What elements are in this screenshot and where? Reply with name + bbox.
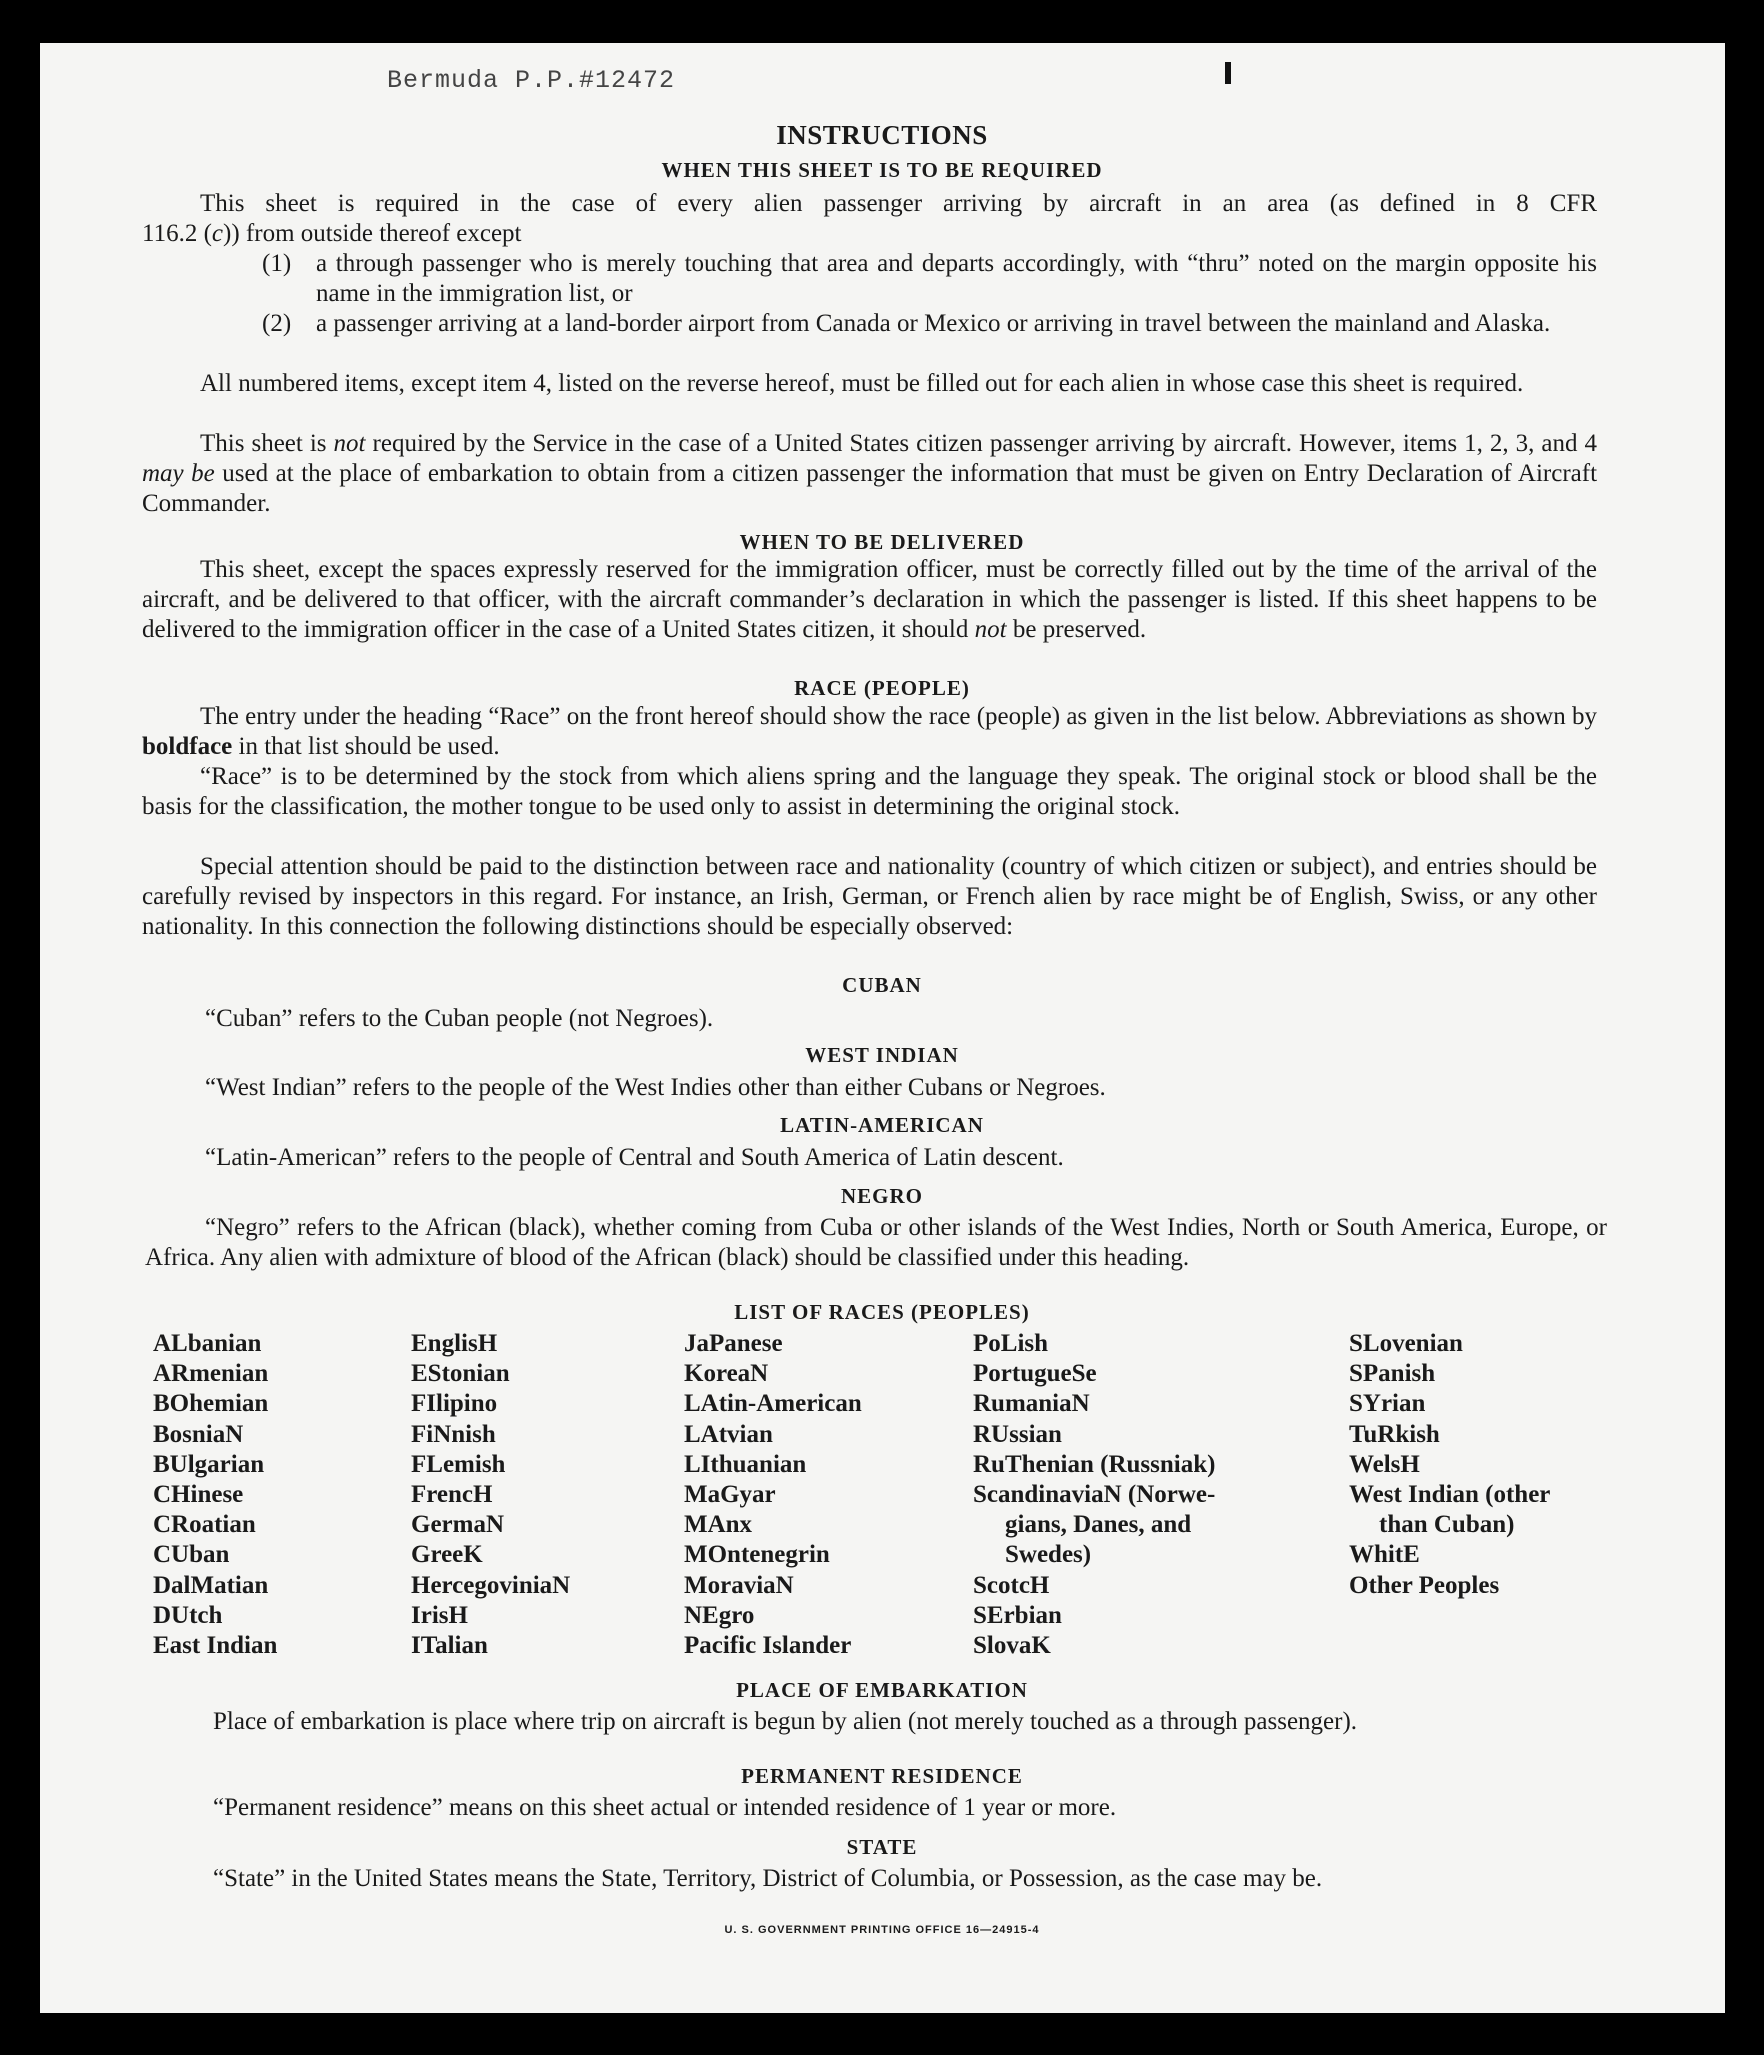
race-item: Other Peoples bbox=[1349, 1571, 1500, 1599]
paragraph-residence: “Permanent residence” means on this sheet actual or intended residence of 1 year or more. bbox=[213, 1794, 1117, 1821]
line bbox=[142, 219, 1597, 249]
paragraph-embarkation: Place of embarkation is place where trip on aircraft is begun by alien (not merely touched as a through passenger). bbox=[213, 1708, 1358, 1735]
race-item: SlovaK bbox=[973, 1631, 1051, 1659]
race-item: RUssian bbox=[973, 1420, 1062, 1448]
paragraph-cuban: “Cuban” refers to the Cuban people (not Negroes). bbox=[205, 1005, 714, 1032]
race-item: PortugueSe bbox=[973, 1360, 1097, 1388]
race-item: LAtvian bbox=[684, 1420, 773, 1448]
title: INSTRUCTIONS bbox=[776, 120, 988, 150]
race-item: IrisH bbox=[411, 1601, 468, 1629]
text: This sheet is bbox=[200, 430, 334, 457]
text: The entry under the heading “Race” on the front hereof should show the race (people) as given in the list below. Abbreviations as shown by bbox=[200, 703, 1597, 730]
reference-stamp: Bermuda P.P.#12472 bbox=[387, 66, 676, 95]
heading-cuban: CUBAN bbox=[842, 973, 922, 997]
race-item: East Indian bbox=[153, 1631, 278, 1659]
race-item: FiNnish bbox=[411, 1420, 496, 1448]
race-column-2 bbox=[411, 1329, 570, 1661]
paragraph-latin-american: “Latin-American” refers to the people of Central and South America of Latin descent. bbox=[205, 1144, 1064, 1171]
line: This sheet is required in the case of every alien passenger arriving by aircraft in an area (as defined in 8 CFR bbox=[200, 190, 1597, 217]
race-column-1 bbox=[153, 1329, 277, 1661]
race-item: PoLish bbox=[973, 1330, 1049, 1357]
race-item: ALbanian bbox=[153, 1330, 262, 1357]
text: This sheet, except the spaces expressly reserved for the immigration officer, must be correctly filled out by the time of the arrival of the aircraft, and be delivered to that officer, with the aircraft commander’s declaration in which the passenger is listed. If this sheet happens to be delivered to the immigration officer in the case of a United States citizen, it should bbox=[142, 556, 1597, 643]
paragraph-state: “State” in the United States means the State, Territory, District of Columbia, or Possession, as the case may be. bbox=[213, 1865, 1323, 1892]
text-bold: boldface bbox=[142, 733, 233, 760]
paragraph-negro: “Negro” refers to the African (black), whether coming from Cuba or other islands of the West Indies, North or South America, Europe, or Africa. Any alien with admixture of blood of the African (black) should be classified under this heading. bbox=[145, 1214, 1607, 1271]
race-item: ScandinaviaN (Norwe- bbox=[973, 1480, 1216, 1508]
race-item: BUlgarian bbox=[153, 1450, 265, 1478]
paragraph-race-3: Special attention should be paid to the distinction between race and nationality (country of which citizen or subject), and entries should be carefully revised by inspectors in this regard. For instance, an Irish, German, or French alien by race might be of English, Swiss, or any other nationality. In this connection the following distinctions should be especially observed: bbox=[142, 853, 1597, 940]
race-item: DalMatian bbox=[153, 1571, 269, 1599]
race-item: WhitE bbox=[1349, 1541, 1420, 1569]
race-item: CUban bbox=[153, 1541, 230, 1569]
heading-place-of-embarkation: PLACE OF EMBARKATION bbox=[736, 1678, 1028, 1702]
race-item: MOntenegrin bbox=[684, 1541, 830, 1569]
ink-mark bbox=[1225, 62, 1231, 84]
race-item: LIthuanian bbox=[684, 1450, 807, 1478]
text-italic: not bbox=[974, 616, 1007, 643]
text: be preserved. bbox=[1006, 616, 1147, 643]
item-number: (1) bbox=[262, 250, 292, 277]
race-item: MAnx bbox=[684, 1511, 753, 1539]
race-item: RumaniaN bbox=[973, 1390, 1090, 1418]
printer-imprint: U. S. GOVERNMENT PRINTING OFFICE 16—24915-4 bbox=[724, 1924, 1040, 1936]
line-text: )) from outside thereof except bbox=[223, 220, 522, 247]
race-item: KoreaN bbox=[684, 1360, 769, 1388]
list-item: a through passenger who is merely touching that area and departs accordingly, with “thru” noted on the margin opposite his name in the immigration list, or bbox=[316, 250, 1597, 307]
text: required by the Service in the case of a United States citizen passenger arriving by aircraft. However, items 1, 2, 3, and 4 bbox=[365, 430, 1597, 457]
race-item: SPanish bbox=[1349, 1360, 1436, 1388]
text-italic: may be bbox=[142, 460, 215, 487]
race-item: BosniaN bbox=[153, 1420, 244, 1448]
race-item: RuThenian (Russniak) bbox=[973, 1450, 1216, 1478]
race-column-3 bbox=[684, 1329, 862, 1661]
race-item: NEgro bbox=[684, 1601, 755, 1629]
item-number: (2) bbox=[262, 310, 292, 337]
race-item: ARmenian bbox=[153, 1360, 269, 1388]
race-item: CHinese bbox=[153, 1480, 244, 1508]
heading-west-indian: WEST INDIAN bbox=[805, 1043, 959, 1067]
paragraph-race-2: “Race” is to be determined by the stock from which aliens spring and the language they speak. The original stock or blood shall be the basis for the classification, the mother tongue to be used only to assist in determining the original stock. bbox=[142, 763, 1597, 820]
text: in that list should be used. bbox=[232, 733, 500, 760]
race-item: LAtin-American bbox=[684, 1390, 862, 1418]
heading-state: STATE bbox=[846, 1835, 918, 1859]
race-item: CRoatian bbox=[153, 1511, 256, 1539]
race-item: FIlipino bbox=[411, 1390, 498, 1418]
paragraph-delivered bbox=[142, 555, 1597, 645]
race-item: ScotcH bbox=[973, 1571, 1050, 1599]
paragraph-required bbox=[142, 189, 1597, 219]
heading-permanent-residence: PERMANENT RESIDENCE bbox=[741, 1764, 1023, 1788]
race-column-5 bbox=[1349, 1329, 1550, 1601]
race-item: GermaN bbox=[411, 1511, 505, 1539]
race-item: HercegoviniaN bbox=[411, 1571, 571, 1599]
race-item: JaPanese bbox=[684, 1330, 783, 1357]
heading-list-of-races: LIST OF RACES (PEOPLES) bbox=[734, 1300, 1030, 1324]
race-item: gians, Danes, and bbox=[1005, 1511, 1192, 1539]
race-item: West Indian (other bbox=[1349, 1480, 1551, 1508]
line-italic: c bbox=[211, 220, 224, 247]
paragraph-numbered-items: All numbered items, except item 4, listed on the reverse hereof, must be filled out for each alien in whose case this sheet is required. bbox=[200, 370, 1524, 397]
paragraph-west-indian: “West Indian” refers to the people of the West Indies other than either Cubans or Negroes. bbox=[205, 1074, 1106, 1101]
heading-latin-american: LATIN-AMERICAN bbox=[780, 1113, 984, 1137]
race-item: EStonian bbox=[411, 1360, 510, 1388]
heading-negro: NEGRO bbox=[840, 1184, 923, 1208]
race-item: SErbian bbox=[973, 1601, 1062, 1629]
race-item: than Cuban) bbox=[1379, 1511, 1515, 1539]
race-item: ITalian bbox=[411, 1631, 488, 1659]
race-item: WelsH bbox=[1349, 1450, 1420, 1478]
text-italic: not bbox=[333, 430, 366, 457]
race-item: GreeK bbox=[411, 1541, 483, 1569]
heading-when-delivered: WHEN TO BE DELIVERED bbox=[739, 530, 1025, 554]
race-item: SYrian bbox=[1349, 1390, 1426, 1418]
list-item: a passenger arriving at a land-border airport from Canada or Mexico or arriving in travel between the mainland and Alaska. bbox=[316, 310, 1551, 337]
heading-race: RACE (PEOPLE) bbox=[794, 676, 970, 700]
line-text: 116.2 ( bbox=[142, 220, 212, 247]
race-item: Pacific Islander bbox=[684, 1631, 852, 1659]
race-item: EnglisH bbox=[411, 1330, 498, 1357]
race-item: TuRkish bbox=[1349, 1420, 1440, 1448]
paragraph-citizen bbox=[142, 429, 1597, 519]
text: used at the place of embarkation to obtain from a citizen passenger the information that must be given on Entry Declaration of Aircraft Commander. bbox=[142, 460, 1598, 517]
race-item: FLemish bbox=[411, 1450, 506, 1478]
race-item: DUtch bbox=[153, 1601, 223, 1629]
heading-when-required: WHEN THIS SHEET IS TO BE REQUIRED bbox=[661, 158, 1103, 182]
race-item: MoraviaN bbox=[684, 1571, 794, 1599]
race-column-4 bbox=[973, 1329, 1215, 1661]
race-item: MaGyar bbox=[684, 1480, 776, 1508]
race-item: FrencH bbox=[411, 1480, 493, 1508]
race-item: BOhemian bbox=[153, 1390, 269, 1418]
paragraph-race-1 bbox=[142, 702, 1597, 762]
race-item: Swedes) bbox=[1005, 1541, 1092, 1569]
race-item: SLovenian bbox=[1349, 1330, 1463, 1357]
